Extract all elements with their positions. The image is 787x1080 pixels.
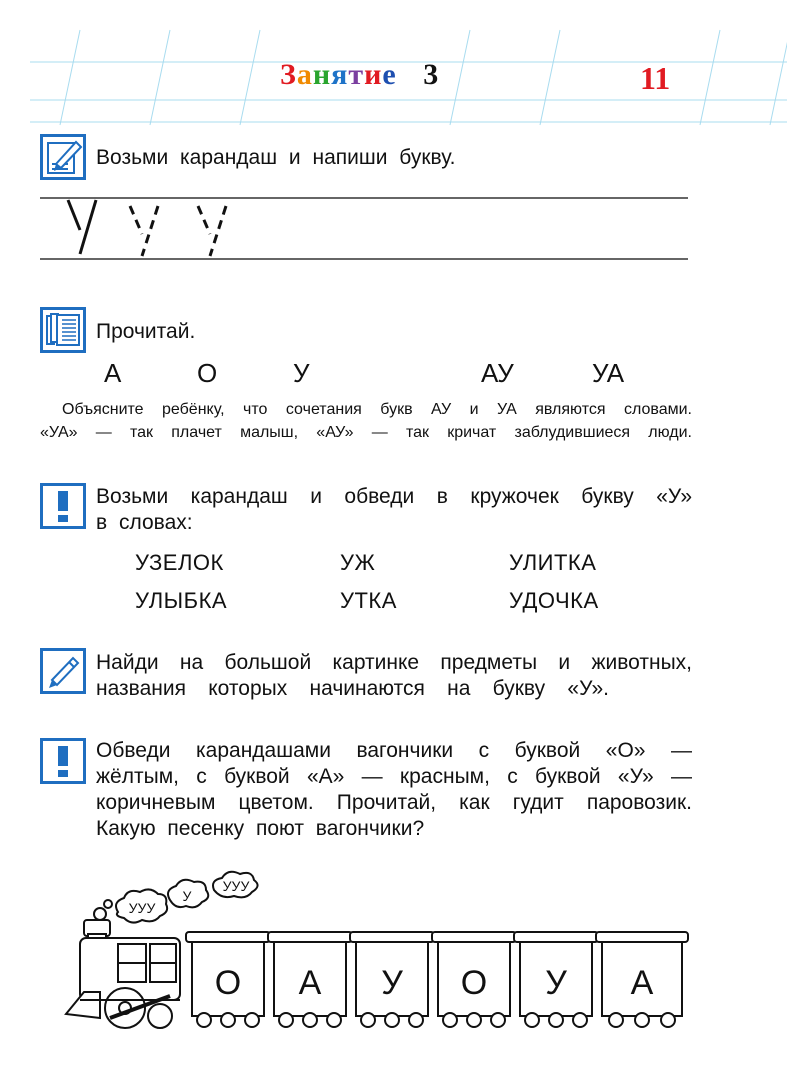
steam-cloud — [213, 872, 258, 898]
task1-instruction: Возьми карандаш и напиши букву. — [96, 146, 456, 169]
word: УЖ — [340, 550, 376, 575]
lesson-title — [280, 58, 439, 92]
wagon — [514, 932, 598, 1027]
read-syllable: УА — [592, 358, 625, 388]
wagon — [268, 932, 352, 1027]
task2-instruction: Прочитай. — [96, 320, 196, 343]
task5-instruction-line: жёлтым, с буквой «А» — красным, с буквой «У» — — [96, 765, 692, 788]
parent-note-line: «УА» — так плачет малыш, «АУ» — так кричат заблудившиеся люди. — [40, 424, 692, 441]
title-letter: а — [296, 58, 313, 91]
svg-text:А: А — [630, 964, 654, 1002]
writing-lines — [40, 188, 690, 268]
read-letter: А — [104, 358, 122, 388]
svg-text:У: У — [545, 964, 567, 1002]
title-letter: З — [280, 58, 297, 91]
task4-instruction-line: Найди на большой картинке предметы и животных, — [96, 651, 692, 674]
page-number: 11 — [640, 60, 671, 96]
svg-text:УУУ: УУУ — [222, 878, 250, 894]
svg-text:У: У — [381, 964, 403, 1002]
pencil-paper-icon — [40, 134, 86, 180]
word: УЗЕЛОК — [135, 550, 224, 575]
svg-text:О: О — [214, 964, 242, 1002]
read-letter: О — [197, 358, 218, 388]
wagon — [350, 932, 434, 1027]
read-syllable: АУ — [481, 358, 514, 388]
task5-instruction-line: коричневым цветом. Прочитай, как гудит паровозик. — [96, 791, 692, 814]
svg-text:О: О — [460, 964, 488, 1002]
svg-text:А: А — [298, 964, 322, 1002]
word: УТКА — [340, 588, 397, 613]
wagon — [596, 932, 688, 1027]
book-icon — [40, 307, 86, 353]
wagon — [432, 932, 516, 1027]
lesson-number: 3 — [423, 58, 440, 91]
steam-cloud — [168, 880, 208, 908]
exclamation-icon — [40, 738, 86, 784]
svg-text:У: У — [182, 888, 192, 904]
word: УДОЧКА — [509, 588, 599, 613]
task3-instruction-line: в словах: — [96, 511, 193, 534]
task5-instruction-line: Какую песенку поют вагончики? — [96, 817, 425, 840]
locomotive — [66, 920, 180, 1028]
task5-instruction-line: Обведи карандашами вагончики с буквой «О» — — [96, 739, 692, 762]
word: УЛИТКА — [509, 550, 597, 575]
svg-text:УУУ: УУУ — [128, 900, 156, 916]
title-letter: н — [312, 58, 332, 91]
title-letter: я — [331, 58, 349, 91]
steam-cloud — [116, 889, 167, 922]
title-letter: т — [348, 58, 365, 91]
title-letter: е — [382, 58, 397, 91]
task3-instruction-line: Возьми карандаш и обведи в кружочек букву «У» — [96, 485, 692, 508]
read-letter: У — [293, 358, 310, 388]
parent-note-line: Объясните ребёнку, что сочетания букв АУ и УА являются словами. — [62, 401, 692, 418]
title-letter: и — [364, 58, 383, 91]
word: УЛЫБКА — [135, 588, 228, 613]
wagon — [186, 932, 270, 1027]
train-illustration — [0, 868, 787, 1068]
pencil-icon — [40, 648, 86, 694]
task4-instruction-line: названия которых начинаются на букву «У». — [96, 677, 609, 700]
exclamation-icon — [40, 483, 86, 529]
